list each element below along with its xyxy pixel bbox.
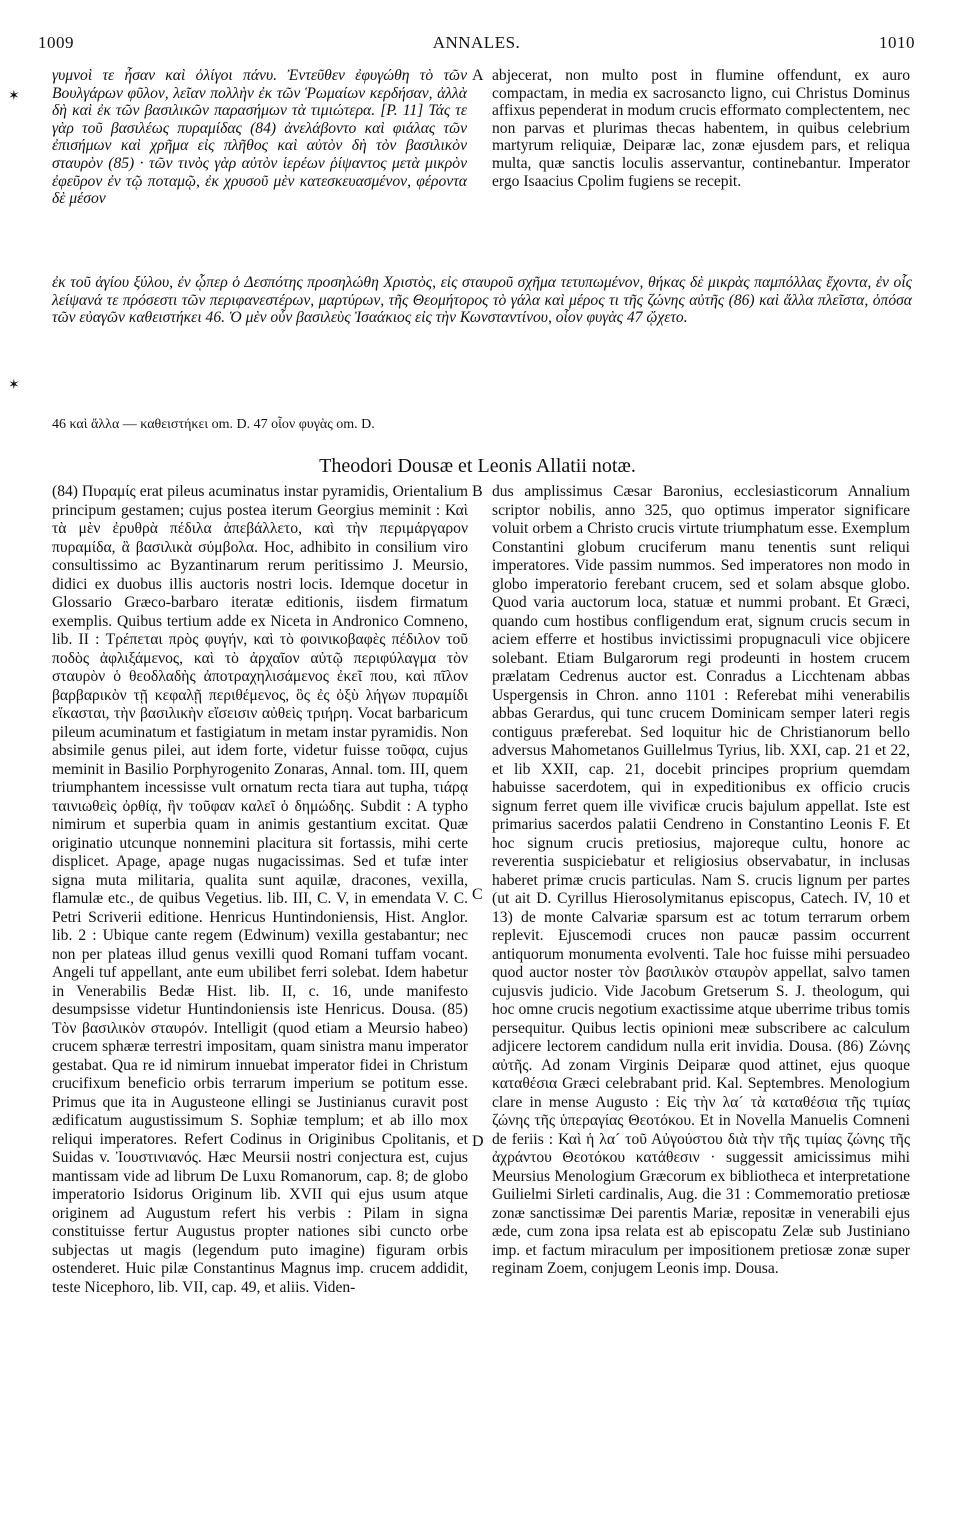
note-text: (84) Πυραμίς erat pileus acuminatus instar pyramidis, Orientalium principum gestamen; cujus postea iterum Georgius meminit : Καὶ τὰ μὲν ἐρυθρὰ πέδιλα ἀπεβάλλετο, καὶ τὴν περιμάργαρον πυραμίδα, ἃ βασιλικὰ σύμβολα. Hoc, adhibito in consilium viro consultissimo ac Byzantinarum rerum peritissimo J. Meursio, didici ex duobus illis auctoris nostri locis. Idemque docetur in Glossario Græco-barbaro iteratæ editionis, iisdem firmatum exemplis. Quibus tertium adde ex Niceta in Andronico Comneno, lib. II : Τρέπεται πρὸς φυγήν, καὶ τὸ φοινικοβαφὲς πέδιλον τοῦ ποδὸς ἀφλιξάμενος, καὶ τὸ ἀρχαῖον αὐτῷ περιφύλαγμα τὸν σταυρὸν ὁ θεοδλαδὴς ἀποτραχηλισάμενος ἐκεῖ που, καὶ πῖλον βαρβαρικὸν τῇ κεφαλῇ περιθέμενος, ὃς ἐς ὀξὺ λήγων πυραμίδι εἴκασται, τὴν βασιλικὴν εἴσεισιν αὐθεὶς τριήρη. Vocat barbaricum pileum acuminatum et fastigiatum in metam instar pyramidis. Non absimile genus pilei, aut idem forte, videtur fuisse τοῦφα, cujus meminit in Basilio Porphyrogenito Zonaras, Annal. tom. III, quem triumphantem incessisse vult ornatum recta tiara aut tupha, τιάρᾳ ταινιωθεὶς ὀρθίᾳ, ἣν τοῦφαν καλεῖ ὁ δημώδης. Subdit : A typho nimirum et superbia quam in animis gestantium excitat. Quæ originatio utcunque nonnemini placitura sit fortassis, mihi certe displicet. Apage, apage nugas nugacissimas. Sed et tufæ inter signa muta militaria, qualita sunt aquilæ, dracones, vexilla, flamulæ etc., de quibus Vegetius. lib. III, C. V, in emendata V. C. Petri Scriverii editione. Henricus Huntindoniensis, Hist. Anglor. lib. 2 : Ubique cante regem (Edwinum) vexilla gestabantur; nec non per plateas illud genus vexilli quod Romani tuffam vocant. Angeli tuf appellant, ante eum ubilibet ferri solebat. Idem habetur in Venerabilis Bedæ Hist. lib. II, c. 16, unde manifesto desumpsisse videtur Huntindoniensis iste Henricus. Dousa. (85) Τὸν βασιλικὸν σταυρόν. Intelligit (quod etiam a Meursio habeo) crucem sphæræ terrestri impositam, quam sinistra manu imperator gestabat. Qua re id nimirum innuebat imperator fidei in Christum crucifixum beneficio orbis terrarum imperium se potitum esse. Primus que ita in Augusteone ellingi se Justinianus curavit post ædificatum augustissimum S. Sophiæ templum; et ab illo mox reliqui imperatores. Refert Codinus in Originibus Cpolitanis, et Suidas v. Ἰουστινιανός. Hæc Meursii nostri conjectura est, cujus mantissam vide ad librum De Luxu Romanorum, cap. 8; de globo imperatorio Isidorus Originum lib. XVII qui ejus usum atque originem ad Augustum refert his verbis : Pilam in signa constituisse fertur Augustus propter nationes sibi cuncto orbe subjectas ut magis (legendum puto imagine) figuram orbis ostenderet. Huic pilæ Constantinus Magnus imp. crucem addidit, teste Nicephoro, lib. VII, cap. 49, et aliis. Viden- xyxy=(52,483,468,1296)
latin-text-top xyxy=(492,67,910,190)
greek-text-top xyxy=(52,67,467,208)
latin-paragraph: abjecerat, non multo post in flumine offendunt, ex auro compactam, in media ex sacrosancto ligno, cui Christus Dominus affixus pependerat in modum crucis efformato complectentem, nec non parvas et plurimas thecas habentem, in quibus celebrium martyrum reliquiæ, Deiparæ lac, zonæ ejusdem pars, et reliqua multa, quæ sanctis loculis asservantur, continebantur. Imperator ergo Isaacius Cpolim fugiens se recepit. xyxy=(492,67,910,190)
greek-text-continued xyxy=(52,274,912,327)
page-header xyxy=(38,33,915,57)
margin-letter-a: A xyxy=(472,67,484,84)
margin-letter-b: B xyxy=(472,483,483,500)
page-number-right: 1010 xyxy=(879,33,915,52)
note-text: dus amplissimus Cæsar Baronius, ecclesiasticorum Annalium scriptor nobilis, anno 325, quo optimus imperator significare voluit orbem a Christo crucis virtute triumphatum esse. Exemplum Constantini globum cruciferum manu tenentis sunt reliqui imperatores. Vide passim nummos. Sed imperatores non modo in globo imperatorio ferebant crucem, sed et solam absque globo. Quod varia auctorum loca, statuæ et nummi probant. Et Græci, quando cum hostibus confligendum erat, signum crucis secum in aciem efferre et hostibus invictissimi propugnaculi vice objicere solebant. Etiam Bulgarorum regi prodeunti in hostem crucem prælatam Cedrenus auctor est. Conradus a Licchtenam abbas Uspergensis in Chron. anno 1101 : Referebat mihi venerabilis abbas Gerardus, qui tunc crucem Dominicam semper lateri regis contiguus præferebat. Sed loquitur hic de Christianorum bello adversus Mahometanos Guillelmus Tyrius, lib. XXI, cap. 21 et 22, et lib XXII, cap. 21, docebit principes proprium quemdam habuisse sacerdotem, qui in expeditionibus ex officio crucis signum ferret quem ille vivificæ crucis bajulum appellat. Iste est primarius sacerdos palatii Cendreno in Constantino Leonis F. Et hoc signum crucis pretiosius, majoreque cultu, honore ac reverentia suspiciebatur et religiosius observabatur, in inclusas haberet primæ crucis particulas. Nam S. crucis lignum per partes (ut ait D. Cyrillus Hierosolymitanus episcopus, Catech. IV, 10 et 13) de monte Calvariæ sparsum est ac totum terrarum orbem replevit. Ejuscemodi cruces non paucæ passim occurrent antiquorum monumenta evolventi. Tale hoc fuisse mihi persuadeo quod auctor noster τὸν βασιλικὸν σταυρὸν appellat, salvo tamen cujusvis judicio. Vide Jacobum Gretserum S. J. theologum, qui hoc omne crucis negotium exactissime atque uberrime tribus tomis persequitur. Quibus lectis opinioni meæ subscribere ac calculum adjicere lectorem candidum nulla erit invidia. Dousa. (86) Ζώνης αὐτῆς. Ad zonam Virginis Deiparæ quod attinet, ejus quoque καταθέσια Græci celebrabant prid. Kal. Septembres. Menologium clare in mense Augusto : Εἰς τὴν λα´ τὰ καταθέσια τῆς τιμίας ζώνης τῆς ὑπεραγίας Θεοτόκου. Et in Novella Manuelis Comneni de feriis : Καὶ ἡ λα´ τοῦ Αὐγούστου διὰ τὴν τῆς τιμίας ζώνης τῆς ἀχράντου Θεοτόκου κατάθεσιν · suggessit amicissimus mihi Meursius Menologium Græcorum ex bibliotheca et interpretatione Guilielmi Sirleti cardinalis, Aug. die 31 : Commemoratio pretiosæ zonæ sanctissimæ Dei parentis Mariæ, repositæ in venerabili ejus æde, cum zona ipsa relata est ab episcopatu Zelæ sub Justiniano imp. et factum miraculum per impositionem pretiosæ zonæ super reginam Zoem, conjugem Leonis imp. Dousa. xyxy=(492,483,910,1277)
greek-paragraph: γυμνοὶ τε ἦσαν καὶ ὀλίγοι πάνυ. Ἐντεῦθεν ἐφυγώθη τὸ τῶν Βουλγάρων φῦλον, λεῖαν πολλὴν ἐκ τῶν Ῥωμαίων κερδήσαν, ἀλλὰ δὴ καὶ ἐκ τῶν βασιλικῶν παρασήμων τὰ τιμιώτερα. [P. 11] Τάς τε γὰρ τοῦ βασιλέως πυραμίδας (84) ἀνελάβοντο καὶ φιάλας τῶν ἐπισήμων καὶ χρῆμα εἰς πλῆθος καὶ αὐτὸν δὴ τὸν βασιλικὸν σταυρὸν (85) · τῶν τινὸς γὰρ αὐτὸν ἱερέων ῥίψαντος μετὰ μικρὸν ἐφεῦρον ἐν τῷ ποταμῷ, ἐκ χρυσοῦ μὲν κατεσκευασμένον, φέροντα δὲ μέσον xyxy=(52,67,467,208)
margin-letter-c: C xyxy=(472,886,483,903)
notes-left-column xyxy=(52,483,468,1297)
footnote-line: 46 καὶ ἄλλα — καθειστήκει om. D. 47 οἷον φυγὰς om. D. xyxy=(52,417,375,432)
running-title: ANNALES. xyxy=(432,33,521,52)
margin-star-icon: ✶ xyxy=(8,378,20,393)
margin-star-icon: ✶ xyxy=(8,89,20,104)
greek-paragraph-continued: ἐκ τοῦ ἁγίου ξύλου, ἐν ᾧπερ ὁ Δεσπότης προσηλώθη Χριστὸς, εἰς σταυροῦ σχῆμα τετυπωμένον, θήκας δὲ μικρὰς παμπόλλας ἔχοντα, ἐν οἷς λείψανά τε πρόσεστι τῶν περιφανεστέρων, μαρτύρων, τῆς Θεομήτορος τὸ γάλα καὶ μέρος τι τῆς ζώνης αὐτῆς (86) καὶ ἄλλα πλεῖστα, ὁπόσα τῶν εὐαγῶν καθειστήκει 46. Ὁ μὲν οὖν βασιλεὺς Ἰσαάκιος εἰς τὴν Κωνσταντίνου, οἷον φυγὰς 47 ᾤχετο. xyxy=(52,274,912,327)
margin-letter-d: D xyxy=(472,1133,484,1150)
page-number-left: 1009 xyxy=(38,33,74,52)
notes-title: Theodori Dousæ et Leonis Allatii notæ. xyxy=(319,455,636,477)
apparatus-footnotes xyxy=(52,416,912,434)
notes-right-column xyxy=(492,483,910,1279)
